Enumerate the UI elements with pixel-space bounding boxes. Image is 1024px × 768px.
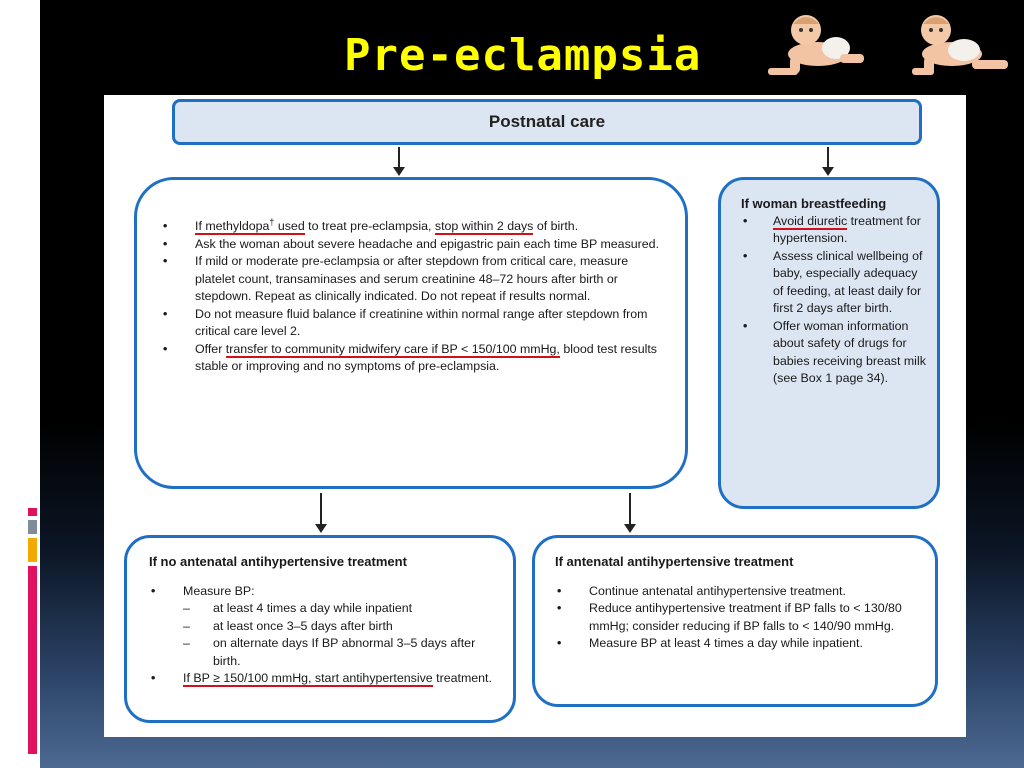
accent-bar-gray bbox=[28, 520, 37, 534]
bullet-measure-inpatient: • Measure BP at least 4 times a day while inpatient. bbox=[555, 635, 923, 653]
bullet-start-treatment: • If BP ≥ 150/100 mmHg, start antihypertensive treatment. bbox=[149, 670, 501, 688]
dash-item: – at least 4 times a day while inpatient bbox=[183, 600, 501, 618]
breastfeeding-title: If woman breastfeeding bbox=[741, 196, 887, 211]
flowchart-panel bbox=[104, 95, 966, 737]
bullet-fluid: • Do not measure fluid balance if creatinine within normal range after stepdown from critical care level 2. bbox=[161, 306, 663, 341]
dash-item: – at least once 3–5 days after birth bbox=[183, 618, 501, 636]
accent-bar-orange bbox=[28, 538, 37, 562]
accent-bar-pink bbox=[28, 566, 37, 754]
arrow-to-antenatal-box bbox=[629, 493, 631, 531]
slide-title: Pre-eclampsia bbox=[344, 30, 702, 81]
antenatal-treatment-box bbox=[532, 535, 938, 707]
bullet-diuretic: • Avoid diuretic treatment for hypertension. bbox=[741, 213, 927, 248]
antenatal-title: If antenatal antihypertensive treatment bbox=[555, 554, 794, 569]
bullet-platelet: • If mild or moderate pre-eclampsia or after stepdown from critical care, measure platelet count, transaminases and serum creatinine 48–72 hours after birth or stepdown. Repeat as clinically indicated. Do not repeat if results normal. bbox=[161, 253, 663, 306]
bullet-headache: • Ask the woman about severe headache and epigastric pain each time BP measured. bbox=[161, 236, 663, 254]
no-antenatal-treatment-box bbox=[124, 535, 516, 723]
bullet-continue: • Continue antenatal antihypertensive treatment. bbox=[555, 583, 923, 601]
bullet-measure-bp: • Measure BP: – at least 4 times a day while inpatient – at least once 3–5 days after birth – on alternate days If BP abnormal 3–5 days after birth. bbox=[149, 583, 501, 671]
decorative-lines bbox=[18, 48, 40, 108]
crawling-baby-image bbox=[760, 8, 870, 80]
arrow-to-main-box bbox=[398, 147, 400, 174]
arrow-to-no-antenatal-box bbox=[320, 493, 322, 531]
postnatal-care-header: Postnatal care bbox=[172, 99, 922, 145]
bullet-reduce: • Reduce antihypertensive treatment if BP falls to < 130/80 mmHg; consider reducing if BP falls to < 140/90 mmHg. bbox=[555, 600, 923, 635]
breastfeeding-box bbox=[718, 177, 940, 509]
bullet-transfer: • Offer transfer to community midwifery care if BP < 150/100 mmHg, blood test results stable or improving and no symptoms of pre-eclampsia. bbox=[161, 341, 663, 376]
crawling-baby-image bbox=[902, 8, 1014, 80]
bullet-information: • Offer woman information about safety of drugs for babies receiving breast milk (see Box 1 page 34). bbox=[741, 318, 927, 388]
no-antenatal-title: If no antenatal antihypertensive treatment bbox=[149, 554, 407, 569]
arrow-to-breastfeeding-box bbox=[827, 147, 829, 174]
dash-item: – on alternate days If BP abnormal 3–5 days after birth. bbox=[183, 635, 501, 670]
bullet-wellbeing: • Assess clinical wellbeing of baby, especially adequacy of feeding, at least daily for first 2 days after birth. bbox=[741, 248, 927, 318]
postnatal-main-box bbox=[134, 177, 688, 489]
bullet-methyldopa: • If methyldopa† used to treat pre-eclampsia, stop within 2 days of birth. bbox=[161, 218, 663, 236]
accent-bar-red bbox=[28, 508, 37, 516]
